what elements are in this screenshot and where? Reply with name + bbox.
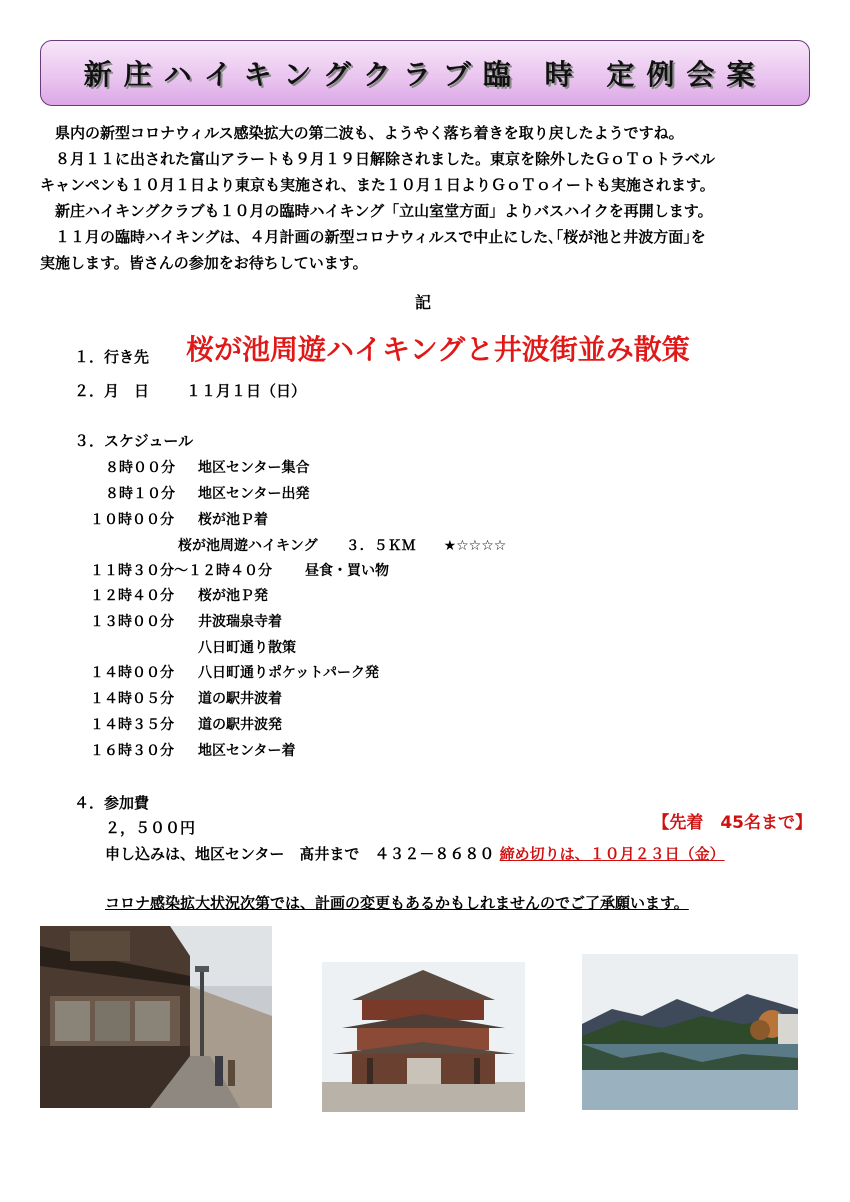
schedule-time: １２時４０分 <box>90 588 174 604</box>
apply-text: 申し込みは、地区センター 髙井まで ４３２－８６８０ <box>105 845 495 863</box>
schedule-time: １１時３０分～１２時４０分 <box>90 563 272 579</box>
title-banner <box>40 40 810 106</box>
schedule-time: ８時００分 <box>105 460 175 476</box>
page-title: 新庄ハイキングクラブ臨 時 定例会案 <box>83 58 767 91</box>
schedule-desc: 桜が池Ｐ着 <box>198 512 268 528</box>
intro-line: ８月１１に出された富山アラートも９月１９日解除されました。東京を除外したＧｏＴｏトラベル <box>55 150 716 168</box>
schedule-label: ３．スケジュール <box>74 432 194 450</box>
schedule-desc: 桜が池Ｐ発 <box>198 588 268 604</box>
schedule-desc: 地区センター出発 <box>198 486 310 502</box>
schedule-desc: 地区センター着 <box>198 743 296 759</box>
street-photo <box>40 926 272 1108</box>
intro-paragraph <box>40 120 815 276</box>
schedule-desc: 道の駅井波発 <box>198 717 282 733</box>
date-label: ２．月 日 <box>74 382 150 400</box>
schedule-time: ８時１０分 <box>105 486 175 502</box>
notice-text: コロナ感染拡大状況次第では、計画の変更もあるかもしれませんのでご了承願います。 <box>105 894 689 912</box>
intro-line: １１月の臨時ハイキングは、４月計画の新型コロナウィルスで中止にした､｢桜が池と井波方面｣を <box>55 228 706 246</box>
schedule-time: １６時３０分 <box>90 743 174 759</box>
capacity-note: 【先着 45名まで】 <box>652 813 812 833</box>
schedule-desc: 八日町通りポケットパーク発 <box>198 665 380 681</box>
schedule-desc: 八日町通り散策 <box>198 640 296 656</box>
destination-label: １．行き先 <box>74 348 150 366</box>
apply-info <box>105 843 725 864</box>
date-value: １１月１日（日） <box>186 382 307 400</box>
ki-heading: 記 <box>415 293 432 312</box>
deadline-note: 締め切りは、１０月２３日（金） <box>499 845 725 863</box>
temple-gate-photo <box>322 962 525 1112</box>
destination-value: 桜が池周遊ハイキングと井波街並み散策 <box>186 333 690 366</box>
schedule-time: １４時００分 <box>90 665 174 681</box>
schedule-time: １０時００分 <box>90 512 174 528</box>
schedule-desc: 昼食・買い物 <box>305 563 389 579</box>
schedule-time: １４時０５分 <box>90 691 174 707</box>
intro-line: 新庄ハイキングクラブも１０月の臨時ハイキング「立山室堂方面」よりバスハイクを再開します。 <box>55 202 713 220</box>
schedule-desc: 桜が池周遊ハイキング ３．５ＫＭ ★☆☆☆☆ <box>178 538 507 554</box>
schedule-desc: 地区センター集合 <box>198 460 310 476</box>
schedule-desc: 井波瑞泉寺着 <box>198 614 282 630</box>
schedule-time: １４時３５分 <box>90 717 174 733</box>
intro-line: 実施します。皆さんの参加をお待ちしています。 <box>40 254 368 272</box>
lake-photo <box>582 954 798 1110</box>
fee-amount: ２，５００円 <box>105 819 196 837</box>
schedule-time: １３時００分 <box>90 614 174 630</box>
schedule-desc: 道の駅井波着 <box>198 691 282 707</box>
fee-label: ４．参加費 <box>74 794 150 812</box>
intro-line: キャンペンも１０月１日より東京も実施され、また１０月１日よりＧｏＴｏイートも実施されます。 <box>40 176 715 194</box>
intro-line: 県内の新型コロナウィルス感染拡大の第二波も、ようやく落ち着きを取り戻したようですね。 <box>55 124 684 142</box>
